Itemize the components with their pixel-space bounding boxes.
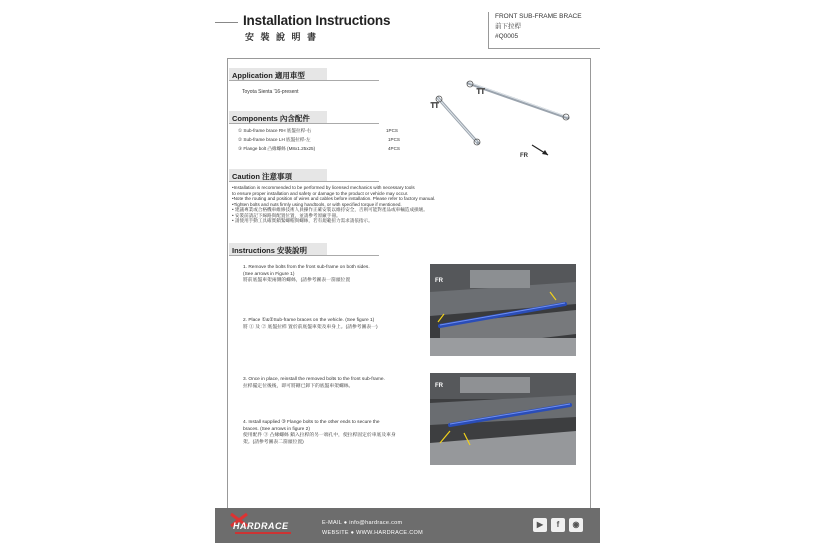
- header-underline: [488, 48, 600, 49]
- logo-wordmark: HARDRACE: [233, 521, 289, 531]
- part-number: #Q0005: [495, 33, 519, 40]
- product-name: FRONT SUB-FRAME BRACE: [495, 13, 582, 20]
- component-qty: 1PCS: [388, 137, 401, 142]
- figure-1-photo: [430, 264, 576, 356]
- instructions-heading: Instructions 安裝說明: [232, 246, 308, 255]
- instruction-step-1: 1. Remove the bolts from the front sub-frame on both sides. (See arrows in Figure 1) 將前底盤車架兩側的螺絲，(請參考圖表一箭頭位置: [243, 265, 370, 283]
- footer: [215, 508, 600, 543]
- figure-2-photo: [430, 373, 576, 465]
- figure-2-illustration: [430, 373, 576, 465]
- components-heading: Components 內含配件: [232, 114, 310, 123]
- caution-heading: Caution 注意事項: [232, 172, 292, 181]
- figure-1-illustration: [430, 264, 576, 356]
- page-title: Installation Instructions: [243, 13, 391, 28]
- instruction-step-4: 4. Install supplied ③ Flange bolts to the other ends to secure the braces. (See arrows in figure 2) 使用配件 ③ 凸緣螺絲 鎖入拉桿的另一端孔中，使拉桿固定於車底及車身 架。(請參考圖表二箭頭位置): [243, 420, 396, 445]
- header-rule: [215, 22, 238, 23]
- application-vehicle: Toyota Sienta '16-present: [242, 89, 299, 95]
- wechat-icon[interactable]: ◉: [569, 518, 583, 532]
- sub-frame-brace-lh: [436, 96, 480, 145]
- contact-info: [322, 518, 423, 538]
- component-item: ① Sub-frame brace RH 底盤拉桿-右: [238, 128, 312, 133]
- document-page: [215, 0, 600, 543]
- figure-2-fr-label: FR: [435, 383, 443, 389]
- contact-email: E-MAIL ● info@hardrace.com: [322, 520, 403, 526]
- contact-website[interactable]: WEBSITE ● WWW.HARDRACE.COM: [322, 530, 423, 536]
- sub-frame-brace-rh: [467, 81, 569, 120]
- component-item: ③ Flange bolt 凸緣螺絲 (M8x1.25x25): [238, 146, 316, 151]
- product-diagram: [418, 73, 588, 163]
- component-item: ② Sub-frame brace LH 底盤拉桿-左: [238, 137, 311, 142]
- fr-label: FR: [520, 153, 528, 159]
- instruction-step-3: 3. Once in place, reinstall the removed bolts to the front sub-frame. 拉桿擺定位後後，即可將剛已卸下的底盤車架螺絲。: [243, 377, 385, 389]
- component-qty: 4PCS: [388, 146, 401, 151]
- youtube-icon[interactable]: ▶: [533, 518, 547, 532]
- header-divider: [488, 12, 489, 48]
- fr-arrow-icon: [532, 145, 548, 155]
- page-title-zh: 安 裝 說 明 書: [245, 32, 319, 42]
- application-heading: Application 適用車型: [232, 71, 305, 80]
- content-panel: Application 適用車型 Toyota Sienta '16-present FR Components 內含配件 ① Sub-frame brace RH 底盤拉桿-右 1PCS ② Sub-frame brace LH 底盤拉桿-左 1PCS ③ Flange bolt 凸緣螺絲 (M8x1.25x25) 4PCS Caution 注意事項 •Installation is recommended to be performed by licensed mechanics with necessary tools to ensure proper installation and safety or damage to the product or vehicle may occur. •Note the routing and position of wires and cables before installation. Please refer to factory manual. •Tighten bolts and nuts firmly using handtools, or with specified torque if mentioned. • 建議專業或合格機車維修技術人員操作正確安裝以維持安全，否則可能對產品或車輛造成損壞。 • 安裝前請記下線路與配置位置，並請參考原廠手冊。 • 請使用手動工具確實鎖緊螺帽與螺絲，若有規範扭力需求請依指示。 Instructions 安裝說明 1. Remove the bolts from the front sub-frame on both sides. (See arrows in Figure 1) 將前底盤車架兩側的螺絲，(請參考圖表一箭頭位置 2. Place ①&②Sub-frame braces on the vehicle. (See figure 1) 將 ① 及 ② 底盤拉桿 置於前底盤車架及車身上。(請參考圖表一) 3. Once in place, reinstall the removed bolts to the front sub-frame. 拉桿擺定位後後，即可將剛已卸下的底盤車架螺絲。 4. Install supplied ③ Flange bolts to the other ends to secure the braces. (See arrows in figure 2) 使用配件 ③ 凸緣螺絲 鎖入拉桿的另一端孔中，使拉桿固定於車底及車身 架。(請參考圖表二箭頭位置) FR FR: [227, 58, 591, 510]
- product-name-zh: 前下拉桿: [495, 23, 521, 30]
- product-info: [495, 12, 582, 42]
- instruction-step-2: 2. Place ①&②Sub-frame braces on the vehicle. (See figure 1) 將 ① 及 ② 底盤拉桿 置於前底盤車架及車身上。(請參考圖表一): [243, 318, 378, 330]
- facebook-icon[interactable]: f: [551, 518, 565, 532]
- component-qty: 1PCS: [386, 128, 399, 133]
- figure-1-fr-label: FR: [435, 278, 443, 284]
